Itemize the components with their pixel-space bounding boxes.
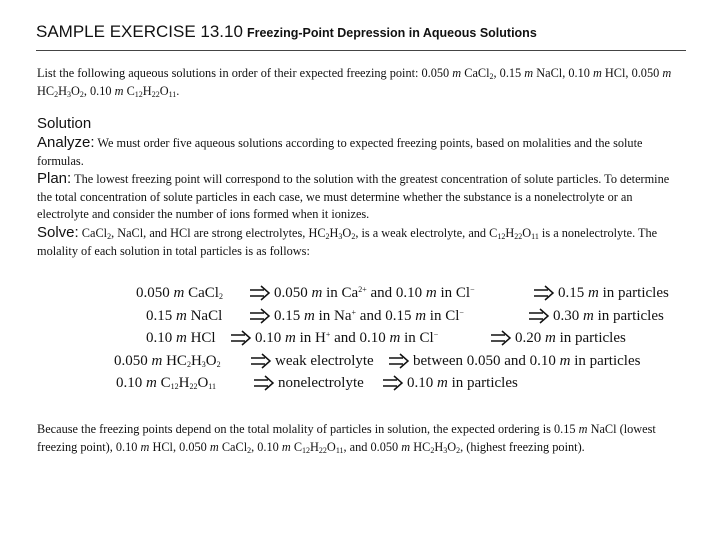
plan-text: The lowest freezing point will correspond to the solution with the greatest concentration of solute particles. To determine the total concentration of solute particles in each case, we must determine whether the substance is a nonelectrolyte or an electrolyte and consider the number of ions formed when it ionizes. <box>37 172 670 222</box>
implies-arrow-icon <box>382 372 402 394</box>
exercise-title-main: SAMPLE EXERCISE 13.10 <box>36 22 243 41</box>
equation-left: 0.15 m NaCl <box>146 307 223 324</box>
implies-arrow-icon <box>490 327 510 349</box>
equation-left: 0.050 m CaCl$_2$ <box>136 285 223 301</box>
exercise-title <box>36 22 686 42</box>
implies-arrow-icon <box>528 305 548 327</box>
solve-paragraph: Solve: CaCl$_2$, NaCl, and HCl are strong electrolytes, $HC_2H_3O_2$, is a weak electrolyte, and $C_{12}H_{22}O_{11}$ is a nonelectrolyte. The molality of each solution in total particles is as follows: <box>37 224 658 258</box>
plan-label: Plan: <box>37 170 72 187</box>
implies-arrow-icon <box>253 372 273 394</box>
solve-label: Solve: <box>37 224 79 241</box>
implies-arrow-icon <box>533 282 553 304</box>
exercise-title-sub: Freezing-Point Depression in Aqueous Solutions <box>246 26 537 40</box>
equation-row <box>114 305 664 328</box>
equation-right: 0.15 m in Na+ and 0.15 m in Cl− <box>274 307 464 324</box>
equation-row <box>114 327 634 350</box>
equation-result: 0.10 m in particles <box>407 375 518 392</box>
particle-molality-equations <box>114 282 669 395</box>
equation-row <box>114 350 641 373</box>
equation-row <box>114 282 669 305</box>
implies-arrow-icon <box>388 350 408 372</box>
solution-heading: Solution <box>37 115 92 132</box>
equation-right: 0.10 m in H+ and 0.10 m in Cl− <box>255 330 439 347</box>
analyze-text: We must order five aqueous solutions according to expected freezing points, based on molalities and the solute formulas. <box>37 136 643 168</box>
analyze-label: Analyze: <box>37 134 95 151</box>
equation-result: 0.15 m in particles <box>558 285 669 301</box>
title-divider <box>36 50 686 51</box>
equation-left: 0.10 m $C_{12}H_{22}O_{11}$ <box>116 375 216 392</box>
equation-left: 0.10 m HCl <box>146 330 216 347</box>
equation-left: 0.050 m $HC_2H_3O_2$ <box>114 352 221 369</box>
problem-statement: List the following aqueous solutions in order of their expected freezing point: 0.050 m CaCl$_2$, 0.15 m NaCl, 0.10 m HCl, 0.050 m $HC_2H_3O_2$, 0.10 m $C_{12}H_{22}O_{11}$. <box>37 66 672 99</box>
conclusion-paragraph: Because the freezing points depend on the total molality of particles in solution, the expected ordering is 0.15 m NaCl (lowest freezing point), 0.10 m HCl, 0.050 m CaCl$_2$, 0.10 m $C_{12}H_{22}O_{11}$, and 0.050 m $HC_2H_3O_2$, (highest freezing point). <box>37 422 656 455</box>
equation-result: 0.20 m in particles <box>515 330 626 347</box>
equation-right: 0.050 m in $Ca^{2+}$ and 0.10 m in Cl− <box>274 285 475 301</box>
analyze-paragraph <box>37 134 677 170</box>
implies-arrow-icon <box>249 305 269 327</box>
equation-result: between 0.050 and 0.10 m in particles <box>413 352 641 369</box>
equation-result: 0.30 m in particles <box>553 307 664 324</box>
equation-right: weak electrolyte <box>275 352 374 369</box>
equation-row <box>114 372 634 395</box>
implies-arrow-icon <box>230 327 250 349</box>
implies-arrow-icon <box>249 282 269 304</box>
equation-right: nonelectrolyte <box>278 375 364 392</box>
implies-arrow-icon <box>250 350 270 372</box>
plan-paragraph <box>37 170 677 224</box>
